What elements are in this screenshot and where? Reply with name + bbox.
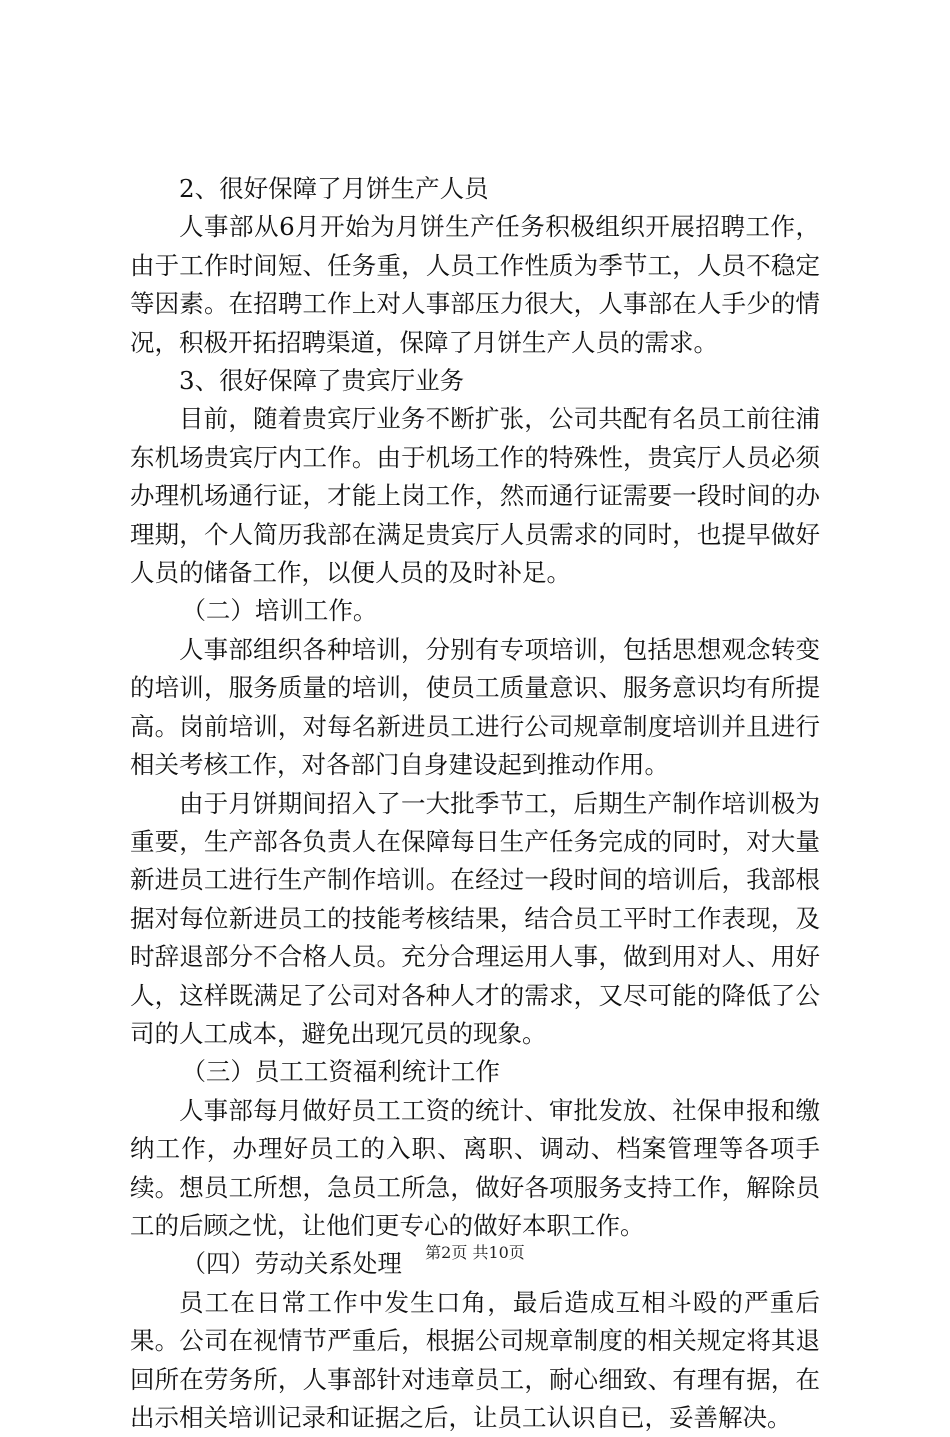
body-paragraph: 目前，随着贵宾厅业务不断扩张，公司共配有名员工前往浦东机场贵宾厅内工作。由于机场工作的特殊性，贵宾厅人员必须办理机场通行证，才能上岗工作，然而通行证需要一段时间的办理期，个人简历我部在满足贵宾厅人员需求的同时，也提早做好人员的储备工作，以便人员的及时补足。 bbox=[130, 404, 820, 588]
section-heading: 3、很好保障了贵宾厅业务 bbox=[179, 366, 465, 396]
body-paragraph: 员工在日常工作中发生口角，最后造成互相斗殴的严重后果。公司在视情节严重后，根据公司规章制度的相关规定将其退回所在劳务所，人事部针对违章员工，耐心细致、有理有据，在出示相关培训记录和证据之后，让员工认识自已，妥善解决。 bbox=[130, 1287, 820, 1432]
section-subheading: （三）员工工资福利统计工作 bbox=[181, 1057, 500, 1087]
body-paragraph: 由于月饼期间招入了一大批季节工，后期生产制作培训极为重要，生产部各负责人在保障每日生产任务完成的同时，对大量新进员工进行生产制作培训。在经过一段时间的培训后，我部根据对每位新进员工的技能考核结果，结合员工平时工作表现，及时辞退部分不合格人员。充分合理运用人事，做到用对人、用好人，这样既满足了公司对各种人才的需求，又尽可能的降低了公司的人工成本，避免出现冗员的现象。 bbox=[130, 788, 820, 1048]
body-paragraph: 人事部从6月开始为月饼生产任务积极组织开展招聘工作，由于工作时间短、任务重，人员工作性质为季节工，人员不稳定等因素。在招聘工作上对人事部压力很大，人事部在人手少的情况，积极开拓招聘渠道，保障了月饼生产人员的需求。 bbox=[130, 212, 820, 357]
section-subheading: （二）培训工作。 bbox=[181, 596, 378, 626]
body-paragraph: 人事部每月做好员工工资的统计、审批发放、社保申报和缴纳工作，办理好员工的入职、离职、调动、档案管理等各项手续。想员工所想，急员工所急，做好各项服务支持工作，解除员工的后顾之忧，让他们更专心的做好本职工作。 bbox=[130, 1095, 820, 1240]
section-heading: 2、很好保障了月饼生产人员 bbox=[179, 174, 489, 203]
page-footer bbox=[0, 1240, 950, 1263]
page-number: 第2页 共10页 bbox=[425, 1243, 525, 1262]
section-subheading: （四）劳动关系处理 bbox=[181, 1249, 402, 1279]
body-paragraph: 人事部组织各种培训，分别有专项培训，包括思想观念转变的培训，服务质量的培训，使员工质量意识、服务意识均有所提高。岗前培训，对每名新进员工进行公司规章制度培训并且进行相关考核工作，对各部门自身建设起到推动作用。 bbox=[130, 634, 820, 780]
